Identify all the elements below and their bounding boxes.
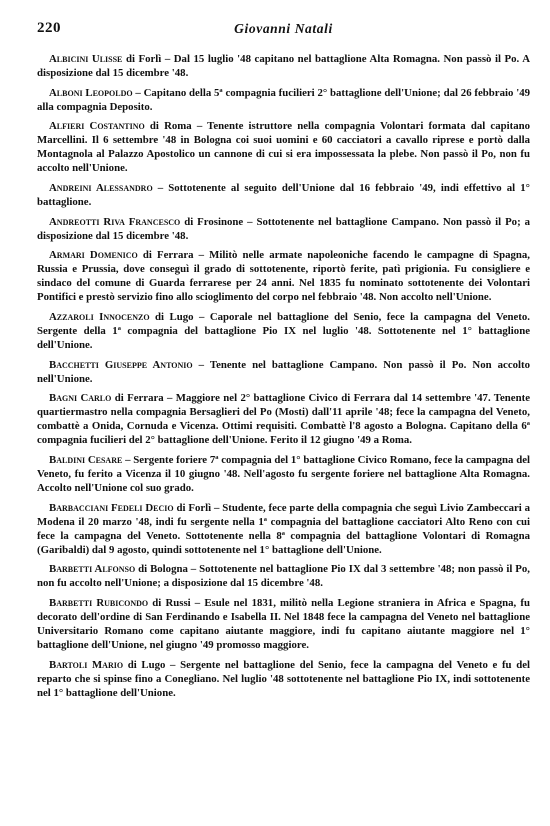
entry-list	[37, 52, 530, 700]
biographical-entry	[37, 562, 530, 590]
entry-text: di Bologna – Sottotenente nel battaglione Pio IX dal 3 settembre '48; non passò il Po, non fu accolto nell'Unione; a disposizione dal 15 dicembre '48.	[37, 563, 530, 590]
entry-name: Barbetti Alfonso	[49, 563, 136, 576]
entry-name: Azzaroli Innocenzo	[49, 310, 150, 323]
entry-text: di Russi – Esule nel 1831, militò nella Legione straniera in Africa e Spagna, fu decorato dell'ordine di San Ferdinando e Isabella II. Nel 1848 fece la campagna del Veneto nel battaglione Universitario Romano come capitano aiutante maggiore, indi fu capitano aiutante maggiore nel 1° battaglione dell'Unione, nel giugno '49 promosso maggiore.	[37, 596, 530, 652]
entry-text: di Ferrara – Militò nelle armate napoleoniche facendo le campagne di Spagna, Russia e Prussia, dove conseguì il grado di sottotenente, riportò ferite, patì prigionia. Fu consigliere e sindaco del comune di Guarda ferrarese per 24 anni. Nel 1835 fu nominato sottotenente dei Volontari Pontifici e prestò servizio fino allo scioglimento del corpo nel febbraio '48. Non accolto nell'Unione.	[37, 249, 530, 304]
biographical-entry	[37, 86, 530, 114]
biographical-entry	[37, 248, 530, 304]
page-header	[37, 18, 530, 46]
biographical-entry	[37, 358, 530, 386]
entry-name: Baldini Cesare	[49, 453, 123, 466]
entry-name: Andreotti Riva Francesco	[49, 215, 181, 228]
entry-text: di Forlì – Studente, fece parte della compagnia che seguì Livio Zambeccari a Modena il 20 marzo '48, indi fu sergente nella 1ª compagnia del battaglione cacciatori Alto Reno con cui fece la campagna del Veneto. Sottotenente nella 8ª compagnia del battaglione Volontari di Romagna (Garibaldi) dal 9 agosto, quindi sottotenente nel 1° battaglione dell'Unione.	[37, 501, 530, 556]
entry-text: di Lugo – Sergente nel battaglione del Senio, fece la campagna del Veneto e fu del reparto che si spinse fino a Conegliano. Nel luglio '48 sottotenente nel battaglione Pio IX, indi sottotenente nel 1° battaglione dell'Unione.	[37, 658, 531, 699]
entry-text: di Ferrara – Maggiore nel 2° battaglione Civico di Ferrara dal 14 settembre '47. Tenente quartiermastro nella compagnia Bersaglieri del Po (Mosti) dall'11 aprile '48; fece la campagna del Veneto, combattè a Onida, Cornuda e Vicenza. Ottimi requisiti. Combattè l'8 agosto a Bologna. Capitano della 6ª compagnia fucilieri del 2° battaglione dell'Unione. Ferito il 12 giugno '49 a Roma.	[37, 392, 530, 447]
running-head: Giovanni Natali	[234, 21, 333, 36]
biographical-entry	[37, 119, 530, 175]
entry-name: Albicini Ulisse	[49, 53, 123, 65]
biographical-entry	[37, 501, 530, 557]
entry-text: di Forlì – Dal 15 luglio '48 capitano nel battaglione Alta Romagna. Non passò il Po. A disposizione dal 15 dicembre '48.	[37, 53, 530, 80]
biographical-entry	[37, 52, 530, 80]
entry-text: di Roma – Tenente istruttore nella compagnia Volontari formata dal capitano Marcellini. Il 6 settembre '48 in Bologna coi suoi uomini e 60 cacciatori a cavallo riprese e portò dalla Montagnola al Palazzo Apostolico un cannone di cui si era impossessata la plebe. Non passò il Po, non fu accolto nell'Unione.	[37, 120, 530, 175]
entry-name: Bacchetti Giuseppe Antonio	[49, 358, 193, 371]
entry-text: – Sergente foriere 7ª compagnia del 1° battaglione Civico Romano, fece la campagna del Veneto, fu ferito a Vicenza il 10 giugno '48. Nell'agosto fu sergente foriere nel battaglione Alta Romagna. Accolto nell'Unione col suo grado.	[37, 453, 530, 495]
entry-text: di Lugo – Caporale nel battaglione del Senio, fece la campagna del Veneto. Sergente della 1ª compagnia del battaglione Pio IX nel luglio '48. Sottotenente nel 1° battaglione dell'Unione.	[37, 310, 531, 352]
biographical-entry	[37, 596, 530, 652]
entry-text: – Sottotenente al seguito dell'Unione dal 16 febbraio '49, indi effettivo al 1° battaglione.	[37, 181, 530, 209]
entry-name: Alfieri Costantino	[49, 120, 145, 133]
biographical-entry	[37, 310, 530, 352]
entry-name: Bartoli Mario	[49, 658, 124, 671]
entry-name: Alboni Leopoldo	[49, 86, 133, 99]
biographical-entry	[37, 453, 530, 495]
entry-name: Andreini Alessandro	[49, 181, 153, 194]
entry-text: – Capitano della 5ª compagnia fucilieri 2° battaglione dell'Unione; dal 26 febbraio '49 alla compagnia Deposito.	[37, 86, 530, 113]
page-number: 220	[37, 20, 61, 36]
biographical-entry	[37, 391, 530, 447]
entry-name: Barbetti Rubicondo	[49, 596, 149, 609]
biographical-entry	[37, 181, 530, 209]
entry-name: Armari Domenico	[49, 249, 138, 262]
entry-name: Bagni Carlo	[49, 392, 112, 405]
entry-text: di Frosinone – Sottotenente nel battaglione Campano. Non passò il Po; a disposizione dal 15 dicembre '48.	[37, 215, 530, 242]
biographical-entry	[37, 215, 530, 243]
entry-name: Barbacciani Fedeli Decio	[49, 501, 174, 514]
entry-text: – Tenente nel battaglione Campano. Non passò il Po. Non accolto nell'Unione.	[37, 358, 530, 385]
biographical-entry	[37, 658, 530, 700]
